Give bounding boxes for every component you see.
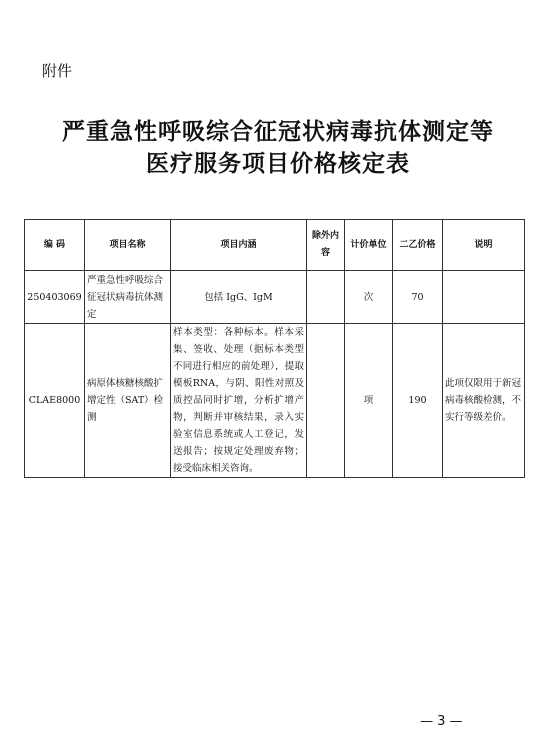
document-title-line-1: 严重急性呼吸综合征冠状病毒抗体测定等 (62, 118, 494, 145)
cell-price: 70 (393, 271, 443, 324)
cell-exclusions (307, 324, 345, 478)
cell-note (443, 271, 525, 324)
cell-unit: 次 (345, 271, 393, 324)
table-header-row (25, 220, 525, 271)
header-price: 二乙价格 (393, 220, 443, 271)
document-title-line-2: 医疗服务项目价格核定表 (146, 150, 410, 177)
header-name: 项目名称 (85, 220, 171, 271)
cell-code: 250403069 (25, 271, 85, 324)
header-note: 说明 (443, 220, 525, 271)
cell-unit: 项 (345, 324, 393, 478)
header-code: 编 码 (25, 220, 85, 271)
attachment-label: 附件 (42, 62, 73, 80)
cell-name: 严重急性呼吸综合征冠状病毒抗体测定 (85, 271, 171, 324)
cell-note: 此项仅限用于新冠病毒核酸检测，不实行等级差价。 (443, 324, 525, 478)
price-table (24, 219, 525, 478)
cell-name: 病原体核糖核酸扩增定性（SAT）检测 (85, 324, 171, 478)
cell-code: CLAE8000 (25, 324, 85, 478)
cell-price: 190 (393, 324, 443, 478)
page-number: — 3 — (420, 714, 463, 729)
cell-content: 包括 IgG、IgM (171, 271, 307, 324)
cell-exclusions (307, 271, 345, 324)
header-exclusions: 除外内容 (307, 220, 345, 271)
header-unit: 计价单位 (345, 220, 393, 271)
cell-content: 样本类型：各种标本。样本采集、签收、处理（据标本类型不同进行相应的前处理），提取模板RNA，与阴、阳性对照及质控品同时扩增，分析扩增产物，判断并审核结果，录入实验室信息系统或人工登记，发送报告；按规定处理废弃物；接受临床相关咨询。 (171, 324, 307, 478)
table-row (25, 324, 525, 478)
table-row (25, 271, 525, 324)
header-content: 项目内涵 (171, 220, 307, 271)
